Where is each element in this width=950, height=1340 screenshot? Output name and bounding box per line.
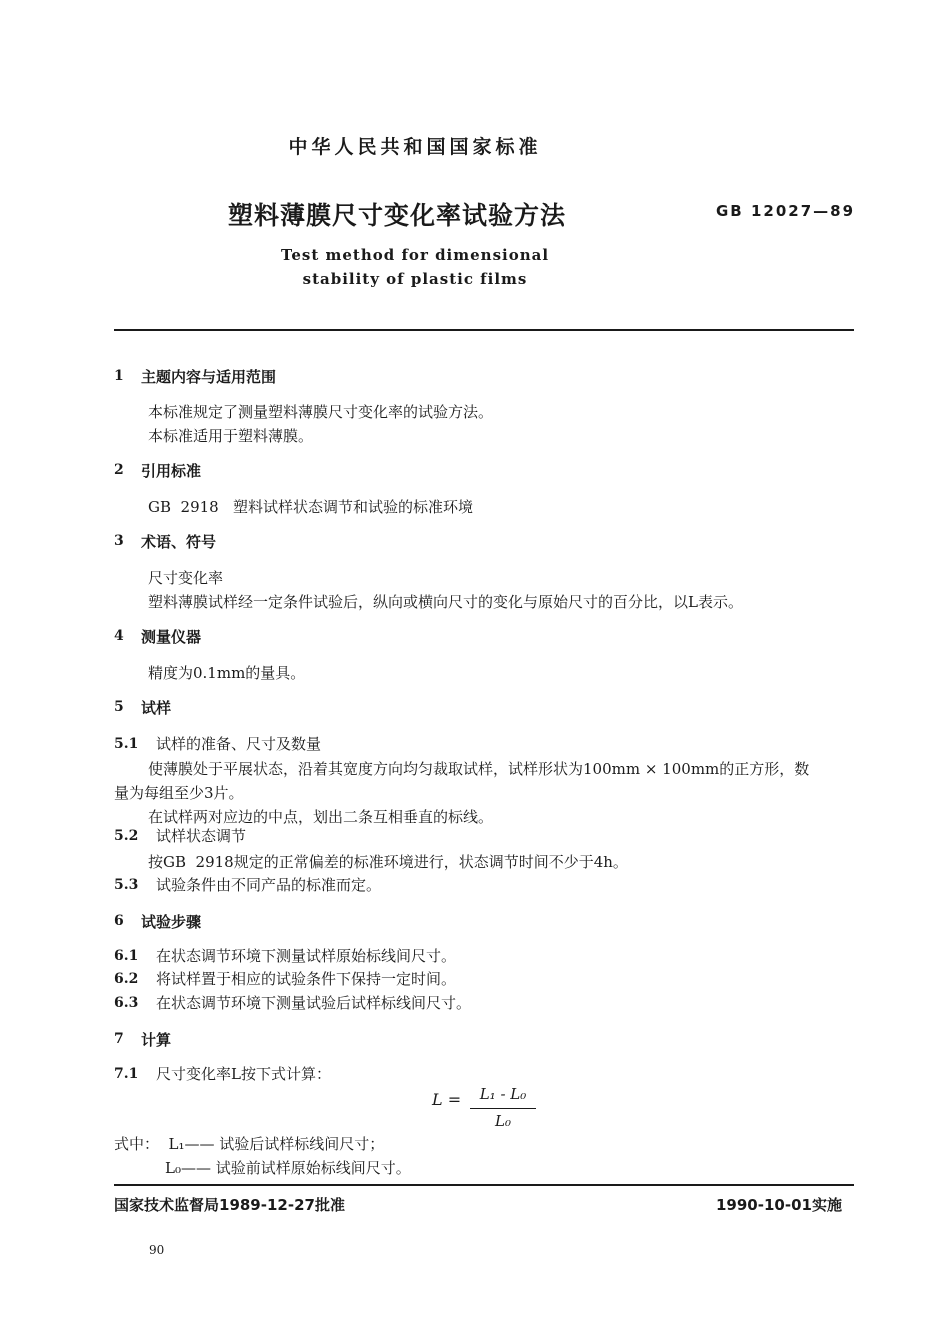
section-7-title: 计算 <box>141 1031 172 1049</box>
subsection-5-3-number: 5.3 <box>114 877 139 893</box>
document-title: 塑料薄膜尺寸变化率试验方法 <box>228 201 567 230</box>
section-5-title: 试样 <box>141 699 172 717</box>
english-title-line2: stability of plastic films <box>302 270 528 288</box>
section-6-title: 试验步骤 <box>141 913 202 931</box>
footer-divider <box>114 1184 854 1186</box>
section-4-para-1: 精度为0.1mm的量具。 <box>148 664 306 682</box>
formula-numerator: L₁ - L₀ <box>479 1085 527 1103</box>
formula-fraction-bar <box>470 1108 536 1109</box>
standard-org-heading: 中华人民共和国国家标准 <box>288 136 542 158</box>
subsection-5-1-para-1a: 使薄膜处于平展状态，沿着其宽度方向均匀裁取试样，试样形状为100mm × 100mm的正方形，数 <box>148 760 810 778</box>
section-3-para-2: 塑料薄膜试样经一定条件试验后，纵向或横向尺寸的变化与原始尺寸的百分比，以L表示。 <box>148 593 743 611</box>
subsection-5-1-title: 试样的准备、尺寸及数量 <box>156 735 322 753</box>
section-4-title: 测量仪器 <box>141 628 202 646</box>
formula-denominator: L₀ <box>495 1112 511 1130</box>
section-3-title: 术语、符号 <box>141 533 217 551</box>
header-divider <box>114 329 854 331</box>
formula-where-line-1: 式中： L₁—— 试验后试样标线间尺寸； <box>114 1135 385 1153</box>
effective-date: 1990-10-01实施 <box>716 1196 842 1214</box>
subsection-6-1-text: 在状态调节环境下测量试样原始标线间尺寸。 <box>156 947 457 965</box>
standard-number: GB 12027—89 <box>716 202 856 220</box>
formula-lhs: L = <box>432 1090 462 1109</box>
subsection-7-1-text: 尺寸变化率L按下式计算： <box>156 1065 331 1083</box>
section-3-number: 3 <box>114 533 124 549</box>
section-1-title: 主题内容与适用范围 <box>141 368 277 386</box>
section-7-number: 7 <box>114 1031 124 1047</box>
subsection-7-1-number: 7.1 <box>114 1066 139 1082</box>
subsection-6-2-text: 将试样置于相应的试验条件下保持一定时间。 <box>156 970 457 988</box>
section-5-number: 5 <box>114 699 124 715</box>
section-1-para-2: 本标准适用于塑料薄膜。 <box>148 427 314 445</box>
subsection-5-2-number: 5.2 <box>114 828 139 844</box>
page-number: 90 <box>149 1243 165 1257</box>
section-6-number: 6 <box>114 913 124 929</box>
subsection-5-2-para-1: 按GB 2918规定的正常偏差的标准环境进行，状态调节时间不少于4h。 <box>148 853 628 871</box>
english-title-line1: Test method for dimensional <box>280 246 550 264</box>
subsection-5-2-title: 试样状态调节 <box>156 827 247 845</box>
subsection-5-3-text: 试验条件由不同产品的标准而定。 <box>156 876 382 894</box>
subsection-6-3-number: 6.3 <box>114 995 139 1011</box>
section-2-para-1: GB 2918 塑料试样状态调节和试验的标准环境 <box>148 498 474 516</box>
subsection-6-2-number: 6.2 <box>114 971 139 987</box>
subsection-5-1-para-1b: 量为每组至少3片。 <box>114 784 244 802</box>
section-3-para-1: 尺寸变化率 <box>148 569 224 587</box>
section-1-number: 1 <box>114 368 124 384</box>
section-2-title: 引用标准 <box>141 462 202 480</box>
section-4-number: 4 <box>114 628 124 644</box>
section-2-number: 2 <box>114 462 124 478</box>
subsection-6-1-number: 6.1 <box>114 948 139 964</box>
approval-date: 国家技术监督局1989-12-27批准 <box>114 1196 345 1214</box>
subsection-5-1-number: 5.1 <box>114 736 139 752</box>
subsection-5-1-para-2: 在试样两对应边的中点，划出二条互相垂直的标线。 <box>148 808 494 826</box>
section-1-para-1: 本标准规定了测量塑料薄膜尺寸变化率的试验方法。 <box>148 403 494 421</box>
formula-where-line-2: L₀—— 试验前试样原始标线间尺寸。 <box>165 1159 411 1177</box>
subsection-6-3-text: 在状态调节环境下测量试验后试样标线间尺寸。 <box>156 994 472 1012</box>
